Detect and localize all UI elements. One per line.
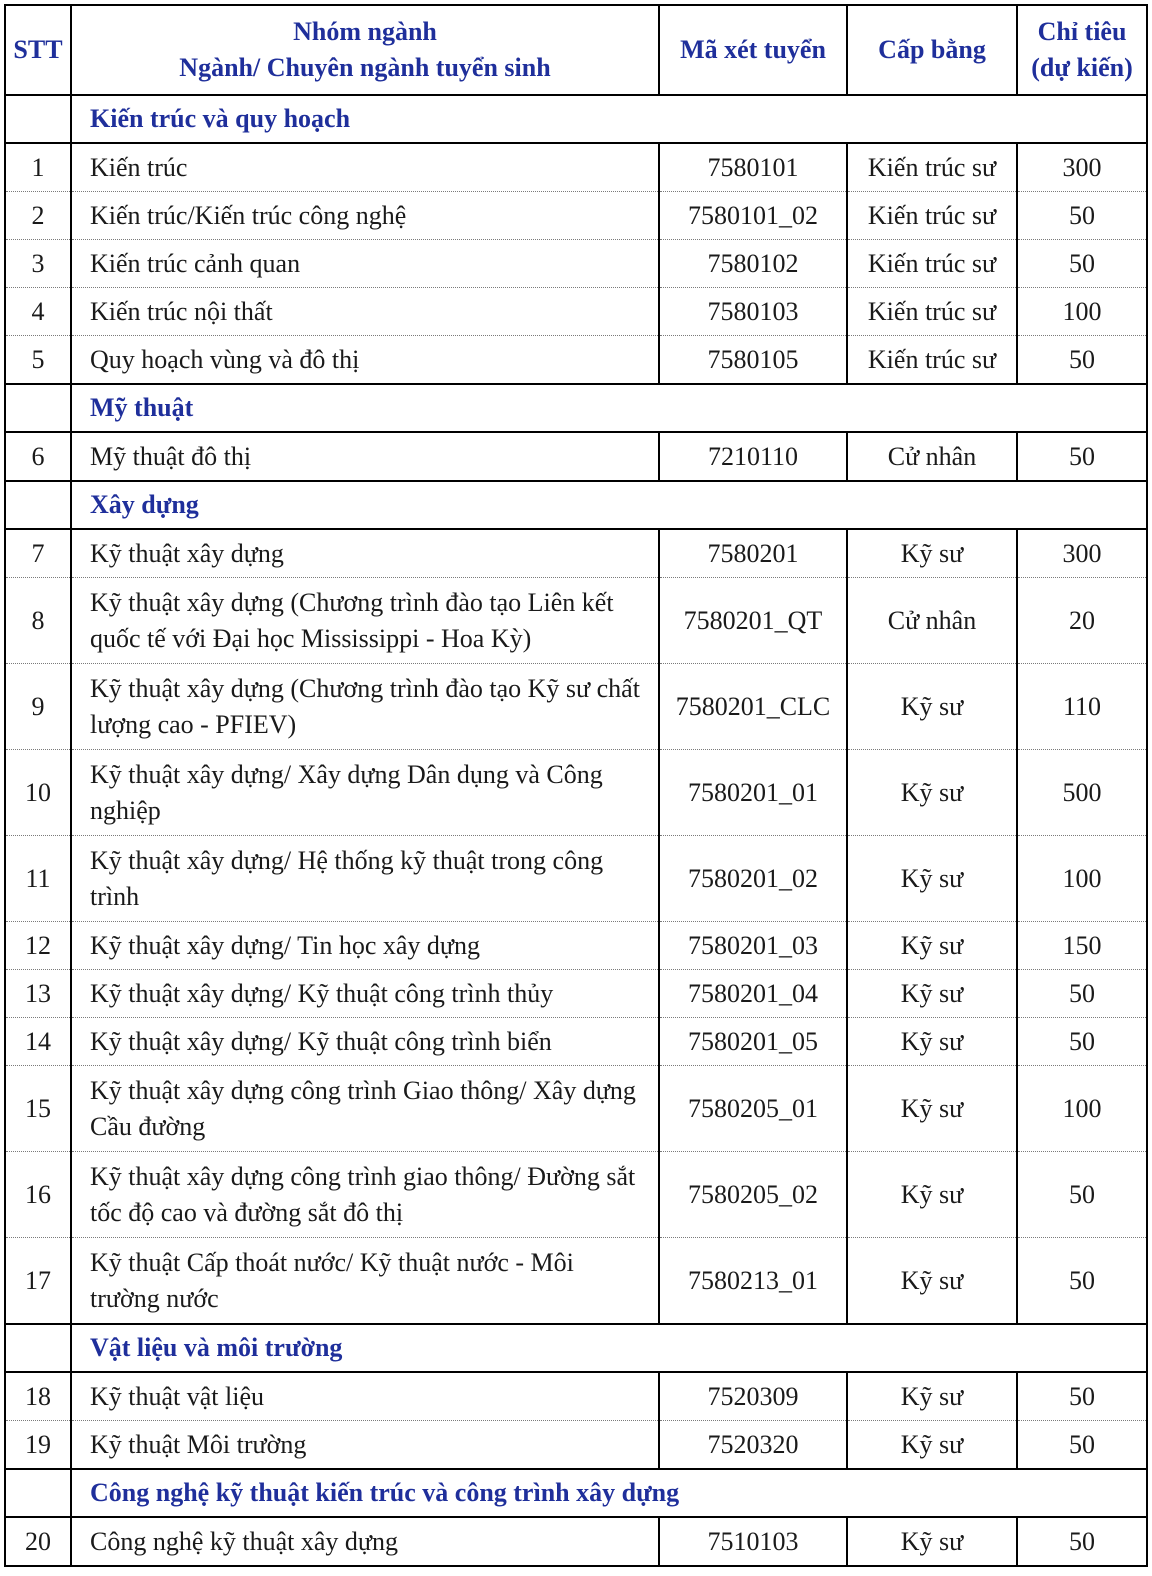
row-degree: Kỹ sư (847, 529, 1017, 578)
row-stt: 3 (5, 240, 71, 288)
group-title: Vật liệu và môi trường (71, 1324, 1147, 1372)
header-degree: Cấp bằng (847, 5, 1017, 95)
row-name: Kiến trúc (71, 143, 659, 192)
row-stt: 18 (5, 1372, 71, 1421)
row-degree: Kỹ sư (847, 1066, 1017, 1152)
table-row (5, 836, 1147, 922)
row-degree: Kỹ sư (847, 922, 1017, 970)
row-quota: 50 (1017, 240, 1147, 288)
row-degree: Kỹ sư (847, 1018, 1017, 1066)
row-name: Kỹ thuật xây dựng/ Hệ thống kỹ thuật trong công trình (71, 836, 659, 922)
row-quota: 110 (1017, 664, 1147, 750)
row-name: Kỹ thuật xây dựng/ Kỹ thuật công trình thủy (71, 970, 659, 1018)
row-stt: 2 (5, 192, 71, 240)
row-stt: 1 (5, 143, 71, 192)
row-name: Kỹ thuật xây dựng/ Xây dựng Dân dụng và Công nghiệp (71, 750, 659, 836)
row-code: 7580213_01 (659, 1238, 847, 1325)
header-group-line2: Ngành/ Chuyên ngành tuyển sinh (179, 53, 551, 82)
group-title: Công nghệ kỹ thuật kiến trúc và công trình xây dựng (71, 1469, 1147, 1517)
table-row (5, 1238, 1147, 1325)
admissions-table (4, 4, 1148, 1567)
row-code: 7520309 (659, 1372, 847, 1421)
row-code: 7580205_02 (659, 1152, 847, 1238)
table-body (5, 95, 1147, 1566)
row-name: Kỹ thuật xây dựng/ Tin học xây dựng (71, 922, 659, 970)
row-degree: Kỹ sư (847, 664, 1017, 750)
row-code: 7580201_05 (659, 1018, 847, 1066)
row-code: 7580201_01 (659, 750, 847, 836)
row-degree: Kiến trúc sư (847, 240, 1017, 288)
row-code: 7580201_02 (659, 836, 847, 922)
row-name: Kỹ thuật xây dựng/ Kỹ thuật công trình biển (71, 1018, 659, 1066)
header-code: Mã xét tuyển (659, 5, 847, 95)
row-stt: 17 (5, 1238, 71, 1325)
row-code: 7580101 (659, 143, 847, 192)
row-degree: Kỹ sư (847, 1517, 1017, 1566)
table-row (5, 336, 1147, 385)
row-name: Kỹ thuật xây dựng (Chương trình đào tạo Liên kết quốc tế với Đại học Mississippi - Hoa Kỳ) (71, 578, 659, 664)
table-row (5, 432, 1147, 481)
table-row (5, 578, 1147, 664)
table-row (5, 192, 1147, 240)
row-quota: 100 (1017, 288, 1147, 336)
table-row (5, 664, 1147, 750)
header-quota-line2: (dự kiến) (1031, 53, 1133, 82)
row-code: 7520320 (659, 1421, 847, 1470)
row-stt: 14 (5, 1018, 71, 1066)
row-degree: Kiến trúc sư (847, 288, 1017, 336)
row-stt: 19 (5, 1421, 71, 1470)
row-name: Kiến trúc/Kiến trúc công nghệ (71, 192, 659, 240)
row-name: Kỹ thuật xây dựng (71, 529, 659, 578)
row-code: 7580101_02 (659, 192, 847, 240)
table-row (5, 750, 1147, 836)
row-degree: Kỹ sư (847, 1421, 1017, 1470)
row-code: 7580201_03 (659, 922, 847, 970)
row-stt: 8 (5, 578, 71, 664)
row-name: Kỹ thuật xây dựng công trình giao thông/ Đường sắt tốc độ cao và đường sắt đô thị (71, 1152, 659, 1238)
row-quota: 300 (1017, 143, 1147, 192)
row-stt: 12 (5, 922, 71, 970)
row-code: 7510103 (659, 1517, 847, 1566)
table-row (5, 240, 1147, 288)
row-code: 7580201_CLC (659, 664, 847, 750)
row-stt: 16 (5, 1152, 71, 1238)
row-quota: 50 (1017, 1372, 1147, 1421)
row-quota: 50 (1017, 1018, 1147, 1066)
group-stt-cell (5, 95, 71, 143)
table-row (5, 922, 1147, 970)
table-row (5, 1066, 1147, 1152)
row-stt: 13 (5, 970, 71, 1018)
row-degree: Kỹ sư (847, 1372, 1017, 1421)
header-stt: STT (5, 5, 71, 95)
row-code: 7580201 (659, 529, 847, 578)
row-quota: 50 (1017, 336, 1147, 385)
row-name: Kỹ thuật xây dựng (Chương trình đào tạo Kỹ sư chất lượng cao - PFIEV) (71, 664, 659, 750)
header-group (71, 5, 659, 95)
group-stt-cell (5, 384, 71, 432)
row-stt: 15 (5, 1066, 71, 1152)
group-stt-cell (5, 1469, 71, 1517)
group-row (5, 1469, 1147, 1517)
group-row (5, 95, 1147, 143)
row-degree: Cử nhân (847, 578, 1017, 664)
group-row (5, 481, 1147, 529)
row-quota: 100 (1017, 836, 1147, 922)
row-name: Công nghệ kỹ thuật xây dựng (71, 1517, 659, 1566)
row-name: Kỹ thuật Môi trường (71, 1421, 659, 1470)
row-stt: 11 (5, 836, 71, 922)
row-quota: 100 (1017, 1066, 1147, 1152)
table-header-row (5, 5, 1147, 95)
row-name: Quy hoạch vùng và đô thị (71, 336, 659, 385)
row-degree: Kỹ sư (847, 836, 1017, 922)
row-stt: 4 (5, 288, 71, 336)
row-name: Kỹ thuật xây dựng công trình Giao thông/ Xây dựng Cầu đường (71, 1066, 659, 1152)
row-name: Kiến trúc nội thất (71, 288, 659, 336)
row-stt: 10 (5, 750, 71, 836)
row-code: 7210110 (659, 432, 847, 481)
group-stt-cell (5, 1324, 71, 1372)
table-row (5, 1372, 1147, 1421)
row-degree: Kỹ sư (847, 750, 1017, 836)
row-quota: 300 (1017, 529, 1147, 578)
row-quota: 50 (1017, 1152, 1147, 1238)
row-stt: 5 (5, 336, 71, 385)
group-row (5, 1324, 1147, 1372)
group-title: Mỹ thuật (71, 384, 1147, 432)
row-code: 7580201_QT (659, 578, 847, 664)
row-name: Kiến trúc cảnh quan (71, 240, 659, 288)
row-degree: Kỹ sư (847, 1152, 1017, 1238)
header-quota (1017, 5, 1147, 95)
row-degree: Kỹ sư (847, 1238, 1017, 1325)
row-quota: 20 (1017, 578, 1147, 664)
table-row (5, 1018, 1147, 1066)
table-row (5, 143, 1147, 192)
row-code: 7580103 (659, 288, 847, 336)
row-name: Kỹ thuật vật liệu (71, 1372, 659, 1421)
table-row (5, 1152, 1147, 1238)
header-quota-line1: Chỉ tiêu (1037, 17, 1127, 46)
row-code: 7580102 (659, 240, 847, 288)
row-quota: 50 (1017, 1517, 1147, 1566)
header-group-line1: Nhóm ngành (293, 17, 437, 46)
row-degree: Kiến trúc sư (847, 192, 1017, 240)
row-code: 7580105 (659, 336, 847, 385)
row-quota: 500 (1017, 750, 1147, 836)
group-title: Kiến trúc và quy hoạch (71, 95, 1147, 143)
table-row (5, 1421, 1147, 1470)
row-quota: 150 (1017, 922, 1147, 970)
group-title: Xây dựng (71, 481, 1147, 529)
row-quota: 50 (1017, 192, 1147, 240)
table-row (5, 970, 1147, 1018)
row-stt: 7 (5, 529, 71, 578)
row-degree: Kiến trúc sư (847, 336, 1017, 385)
row-degree: Cử nhân (847, 432, 1017, 481)
row-stt: 6 (5, 432, 71, 481)
row-name: Mỹ thuật đô thị (71, 432, 659, 481)
row-degree: Kiến trúc sư (847, 143, 1017, 192)
table-row (5, 288, 1147, 336)
row-code: 7580201_04 (659, 970, 847, 1018)
row-quota: 50 (1017, 1421, 1147, 1470)
table-row (5, 1517, 1147, 1566)
group-row (5, 384, 1147, 432)
row-name: Kỹ thuật Cấp thoát nước/ Kỹ thuật nước - Môi trường nước (71, 1238, 659, 1325)
row-quota: 50 (1017, 1238, 1147, 1325)
row-stt: 20 (5, 1517, 71, 1566)
row-quota: 50 (1017, 970, 1147, 1018)
table-row (5, 529, 1147, 578)
row-code: 7580205_01 (659, 1066, 847, 1152)
row-quota: 50 (1017, 432, 1147, 481)
row-degree: Kỹ sư (847, 970, 1017, 1018)
group-stt-cell (5, 481, 71, 529)
row-stt: 9 (5, 664, 71, 750)
